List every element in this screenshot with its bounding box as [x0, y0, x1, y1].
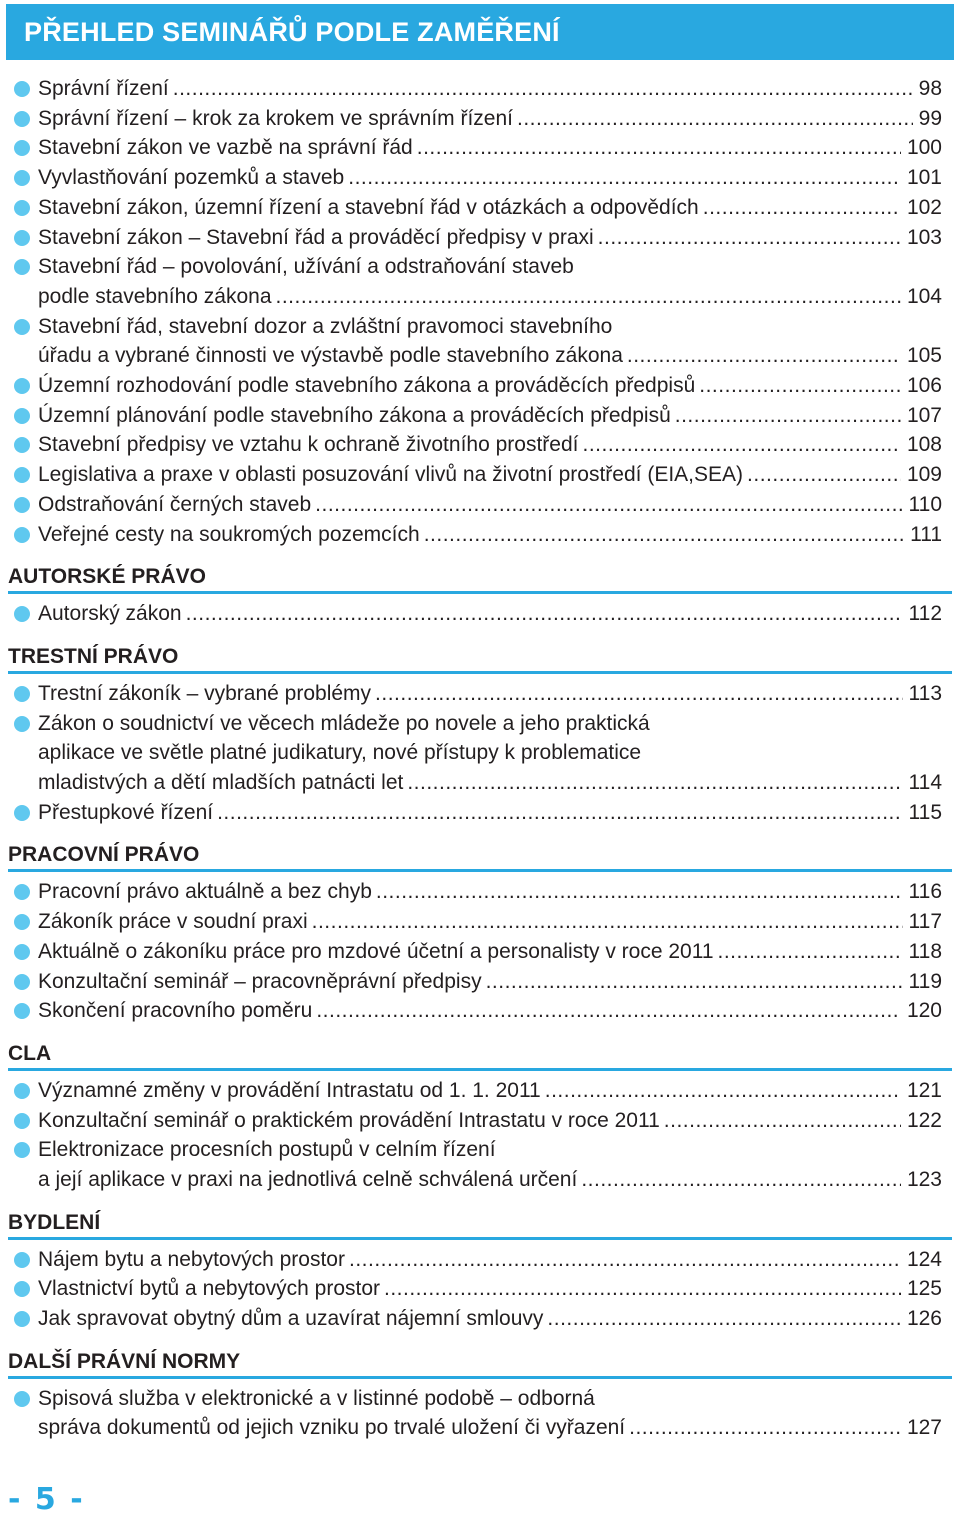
toc-entry: [14, 877, 942, 907]
bullet-icon: [14, 1311, 30, 1327]
dot-leader: [349, 1245, 901, 1275]
dot-leader: [417, 133, 901, 163]
toc-entry-line: [38, 738, 942, 768]
toc-entry: [14, 371, 942, 401]
toc-page-number: 109: [906, 463, 942, 487]
toc-entry: [14, 599, 942, 629]
toc-entry: [14, 74, 942, 104]
bullet-icon: [14, 716, 30, 732]
toc-entry-line: [38, 430, 942, 460]
toc-entry-title: Pracovní právo aktuálně a bez chyb: [38, 880, 372, 904]
toc-entry-title: podle stavebního zákona: [38, 284, 272, 308]
toc-entry: [14, 1106, 942, 1136]
dot-leader: [629, 1413, 901, 1443]
bullet-icon: [14, 467, 30, 483]
toc-entry-title: Stavební předpisy ve vztahu k ochraně životního prostředí: [38, 433, 579, 457]
section-heading: BYDLENÍ: [8, 1209, 952, 1240]
toc-entry-title: Odstraňování černých staveb: [38, 492, 312, 516]
toc-page-number: 127: [906, 1416, 942, 1440]
toc-entry-line: [38, 967, 942, 997]
dot-leader: [747, 460, 901, 490]
bullet-icon: [14, 944, 30, 960]
toc-page-number: 102: [906, 195, 942, 219]
toc-entry-title: Elektronizace procesních postupů v celním řízení: [38, 1138, 496, 1162]
dot-leader: [312, 907, 903, 937]
dot-leader: [517, 104, 913, 134]
toc-entry: [14, 163, 942, 193]
dot-leader: [315, 490, 902, 520]
toc-entry-line: [38, 768, 942, 798]
section-heading: CLA: [8, 1040, 952, 1071]
page-title: PŘEHLED SEMINÁŘŮ PODLE ZAMĚŘENÍ: [24, 17, 560, 47]
bullet-icon: [14, 884, 30, 900]
toc-entry: [14, 1076, 942, 1106]
toc-page-number: 99: [918, 106, 942, 130]
bullet-icon: [14, 408, 30, 424]
bullet-icon: [14, 259, 30, 275]
toc-page-number: 98: [918, 77, 942, 100]
toc-page-number: 120: [906, 999, 942, 1023]
dot-leader: [581, 1165, 901, 1195]
bullet-icon: [14, 805, 30, 821]
toc-entry-title: mladistvých a dětí mladších patnácti let: [38, 770, 404, 794]
section-heading: AUTORSKÉ PRÁVO: [8, 563, 952, 594]
bullet-icon: [14, 1083, 30, 1099]
dot-leader: [384, 1274, 901, 1304]
toc-entry-title: Veřejné cesty na soukromých pozemcích: [38, 522, 420, 546]
toc-entry: [14, 1274, 942, 1304]
toc-page-number: 119: [908, 969, 942, 993]
dot-leader: [316, 996, 901, 1026]
section-heading: PRACOVNÍ PRÁVO: [8, 841, 952, 872]
toc-entry-line: [38, 371, 942, 401]
toc-entry-title: Zákoník práce v soudní praxi: [38, 910, 308, 934]
toc-entry-title: Vyvlastňování pozemků a staveb: [38, 166, 345, 190]
toc-entry-title: Stavební zákon – Stavební řád a prováděcí předpisy v praxi: [38, 225, 594, 249]
toc-page-number: 110: [908, 492, 942, 516]
dot-leader: [699, 371, 901, 401]
dot-leader: [547, 1304, 901, 1334]
toc-entry: [14, 252, 942, 311]
bullet-icon: [14, 686, 30, 702]
bullet-icon: [14, 1113, 30, 1129]
toc-entry-line: [38, 937, 942, 967]
dot-leader: [276, 282, 901, 312]
toc-entry-line: [38, 798, 942, 828]
toc-entry-title: Trestní zákoník – vybrané problémy: [38, 681, 372, 705]
dot-leader: [348, 163, 901, 193]
toc-page-number: 123: [906, 1167, 942, 1191]
toc-entry: [14, 133, 942, 163]
bullet-icon: [14, 111, 30, 127]
bullet-icon: [14, 497, 30, 513]
toc-entry-line: [38, 996, 942, 1026]
toc-entry-title: Zákon o soudnictví ve věcech mládeže po novele a jeho praktická: [38, 711, 650, 735]
toc-entry: [14, 798, 942, 828]
toc-entry: [14, 1384, 942, 1443]
toc-page-number: 122: [906, 1108, 942, 1132]
toc-entry: [14, 1245, 942, 1275]
toc-entry-line: [38, 1274, 942, 1304]
toc-page-number: 114: [908, 770, 942, 794]
bullet-icon: [14, 378, 30, 394]
dot-leader: [186, 599, 903, 629]
bullet-icon: [14, 81, 30, 97]
toc-page-number: 104: [906, 284, 942, 308]
dot-leader: [703, 193, 901, 223]
toc-entry-title: Skončení pracovního poměru: [38, 999, 313, 1023]
toc-entry-line: [38, 104, 942, 134]
toc-entry-title: Spisová služba v elektronické a v listinné podobě – odborná: [38, 1386, 595, 1410]
toc-entry-line: [38, 490, 942, 520]
toc-entry: [14, 193, 942, 223]
toc-page-number: 112: [908, 602, 942, 626]
toc-entry-title: Jak spravovat obytný dům a uzavírat nájemní smlouvy: [38, 1307, 544, 1331]
toc-entry-title: úřadu a vybrané činnosti ve výstavbě podle stavebního zákona: [38, 344, 623, 368]
toc-entry-line: [38, 252, 942, 282]
dot-leader: [627, 341, 901, 371]
toc-entry-title: Konzultační seminář – pracovněprávní předpisy: [38, 969, 482, 993]
toc-page-number: 100: [906, 136, 942, 160]
toc-page-number: 107: [906, 403, 942, 427]
toc-entry: [14, 709, 942, 798]
toc-entry-line: [38, 74, 942, 104]
toc-entry: [14, 490, 942, 520]
toc-entry-line: [38, 907, 942, 937]
dot-leader: [664, 1106, 901, 1136]
toc-entry: [14, 679, 942, 709]
toc-entry: [14, 967, 942, 997]
toc-entry-title: a její aplikace v praxi na jednotlivá celně schválená určení: [38, 1167, 578, 1191]
bullet-icon: [14, 319, 30, 335]
toc-entry: [14, 996, 942, 1026]
bullet-icon: [14, 606, 30, 622]
dot-leader: [407, 768, 902, 798]
bullet-icon: [14, 1252, 30, 1268]
toc-entry-line: [38, 599, 942, 629]
page-number: - 5 -: [8, 1482, 85, 1517]
page-title-banner: [6, 4, 954, 60]
bullet-icon: [14, 1003, 30, 1019]
dot-leader: [424, 520, 904, 550]
toc-page-number: 115: [908, 800, 942, 824]
bullet-icon: [14, 1391, 30, 1407]
toc-entry: [14, 104, 942, 134]
toc-page-number: 105: [906, 344, 942, 368]
toc-page-number: 106: [906, 374, 942, 397]
toc-entry-line: [38, 709, 942, 739]
dot-leader: [545, 1076, 901, 1106]
toc-entry-title: Územní plánování podle stavebního zákona a prováděcích předpisů: [38, 403, 671, 427]
toc-page-number: 124: [906, 1247, 942, 1271]
toc-entry-line: [38, 1135, 942, 1165]
dot-leader: [375, 679, 902, 709]
toc-entry-line: [38, 1384, 942, 1414]
toc-entry-line: [38, 133, 942, 163]
toc-entry-line: [38, 401, 942, 431]
toc-entry-title: Územní rozhodování podle stavebního zákona a prováděcích předpisů: [38, 374, 696, 397]
toc-entry-title: správa dokumentů od jejich vzniku po trvalé uložení či vyřazení: [38, 1416, 626, 1440]
toc-entry-line: [38, 1413, 942, 1443]
toc-page-number: 118: [908, 939, 942, 963]
toc-entry-line: [38, 877, 942, 907]
bullet-icon: [14, 1142, 30, 1158]
toc-entry-title: Nájem bytu a nebytových prostor: [38, 1247, 345, 1271]
bullet-icon: [14, 200, 30, 216]
toc-entry-line: [38, 1304, 942, 1334]
bullet-icon: [14, 170, 30, 186]
dot-leader: [376, 877, 903, 907]
toc-entry-title: Stavební řád – povolování, užívání a odstraňování staveb: [38, 255, 574, 279]
toc-entry-line: [38, 1165, 942, 1195]
toc-entry-title: Vlastnictví bytů a nebytových prostor: [38, 1277, 380, 1301]
toc-page-number: 116: [908, 880, 942, 904]
dot-leader: [582, 430, 900, 460]
toc-entry-title: Autorský zákon: [38, 602, 182, 626]
toc-page-number: 126: [906, 1307, 942, 1331]
section-heading: DALŠÍ PRÁVNÍ NORMY: [8, 1348, 952, 1379]
toc-page-number: 117: [908, 910, 942, 934]
toc-entry: [14, 1304, 942, 1334]
toc-entry-title: Legislativa a praxe v oblasti posuzování vlivů na životní prostředí (EIA,SEA): [38, 463, 744, 487]
section-heading: TRESTNÍ PRÁVO: [8, 643, 952, 674]
toc-entry-title: Přestupkové řízení: [38, 800, 214, 824]
toc-entry-line: [38, 1106, 942, 1136]
dot-leader: [217, 798, 902, 828]
toc-page-number: 111: [910, 522, 942, 546]
toc-entry: [14, 401, 942, 431]
toc-page-number: 108: [906, 433, 942, 457]
toc-entry-title: Správní řízení: [38, 77, 169, 100]
dot-leader: [718, 937, 903, 967]
toc-entry-line: [38, 282, 942, 312]
toc-entry-line: [38, 193, 942, 223]
toc-entry-line: [38, 341, 942, 371]
toc-entry: [14, 223, 942, 253]
toc-page-number: 113: [908, 681, 942, 705]
toc-entry: [14, 520, 942, 550]
toc-entry-title: Konzultační seminář o praktickém provádění Intrastatu v roce 2011: [38, 1108, 660, 1132]
bullet-icon: [14, 974, 30, 990]
bullet-icon: [14, 140, 30, 156]
toc-entry: [14, 430, 942, 460]
toc-entry-title: Významné změny v provádění Intrastatu od 1. 1. 2011: [38, 1078, 541, 1102]
toc-entry-line: [38, 223, 942, 253]
toc-page-number: 101: [906, 166, 942, 190]
toc-page-number: 121: [906, 1078, 942, 1102]
toc-entry-title: Správní řízení – krok za krokem ve správním řízení: [38, 106, 514, 130]
toc-entry-line: [38, 460, 942, 490]
dot-leader: [675, 401, 901, 431]
bullet-icon: [14, 1281, 30, 1297]
toc-entry: [14, 937, 942, 967]
dot-leader: [486, 967, 903, 997]
toc-page-number: 125: [906, 1277, 942, 1301]
toc-entry-line: [38, 163, 942, 193]
bullet-icon: [14, 527, 30, 543]
toc-entry-line: [38, 679, 942, 709]
toc-entry-title: Aktuálně o zákoníku práce pro mzdové účetní a personalisty v roce 2011: [38, 939, 714, 963]
toc-entry-line: [38, 1245, 942, 1275]
toc-entry-line: [38, 312, 942, 342]
toc-entry: [14, 1135, 942, 1194]
toc-entry-title: Stavební zákon, územní řízení a stavební řád v otázkách a odpovědích: [38, 195, 699, 219]
toc-entry-title: aplikace ve světle platné judikatury, nové přístupy k problematice: [38, 741, 642, 765]
toc-entry: [14, 907, 942, 937]
bullet-icon: [14, 914, 30, 930]
toc-entry-line: [38, 520, 942, 550]
toc-entry-title: Stavební řád, stavební dozor a zvláštní pravomoci stavebního: [38, 314, 613, 338]
toc-entry-title: Stavební zákon ve vazbě na správní řád: [38, 136, 413, 160]
toc-entry-line: [38, 1076, 942, 1106]
bullet-icon: [14, 230, 30, 246]
dot-leader: [598, 223, 901, 253]
toc-entry: [14, 312, 942, 371]
toc-page-number: 103: [906, 225, 942, 249]
bullet-icon: [14, 437, 30, 453]
toc-entry: [14, 460, 942, 490]
dot-leader: [173, 74, 913, 104]
